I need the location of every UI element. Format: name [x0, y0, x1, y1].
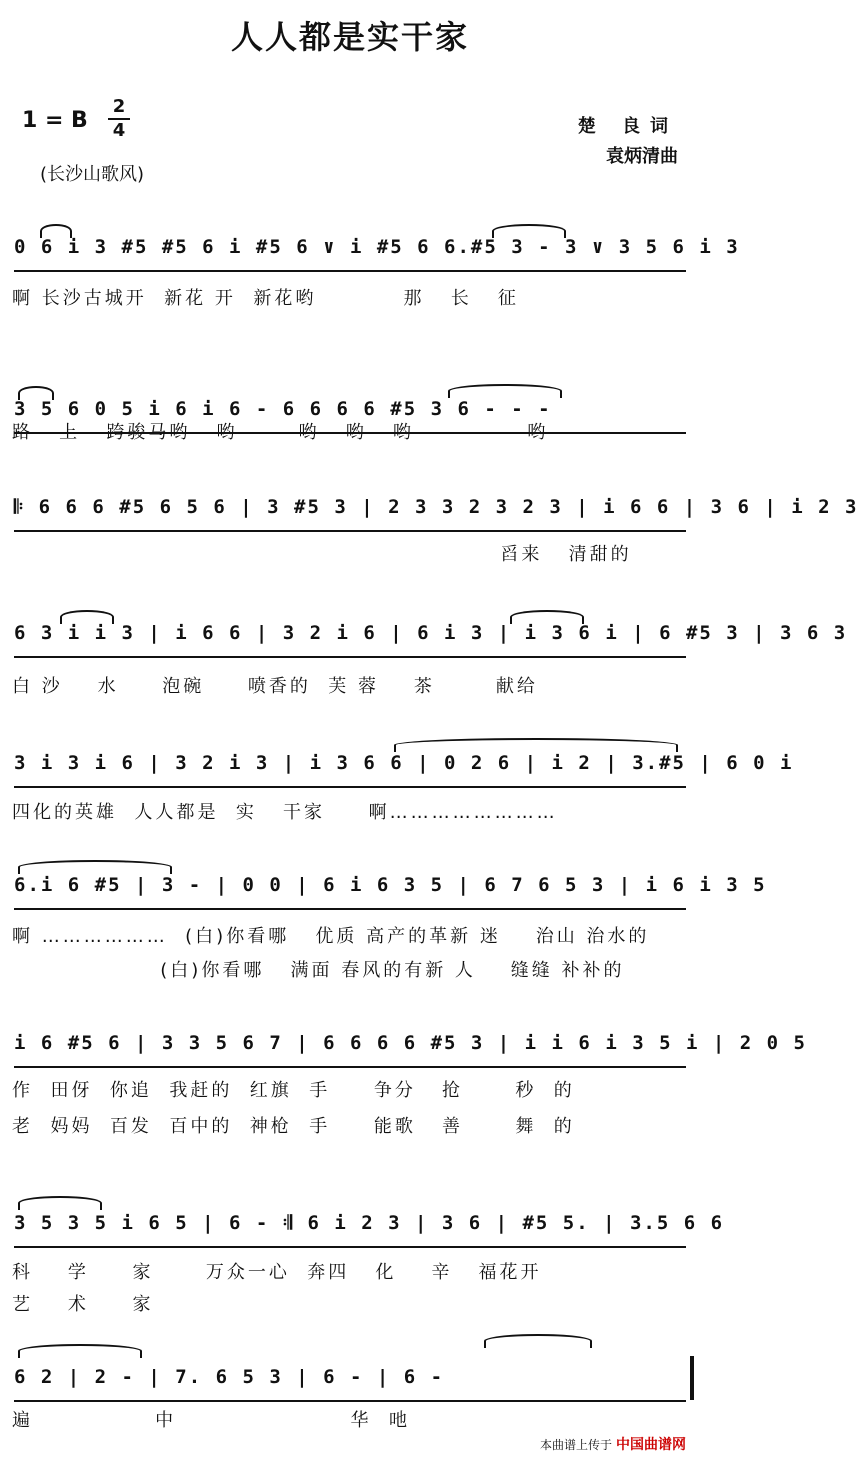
- slur: [18, 386, 54, 400]
- lyricist: 楚 良词: [577, 116, 678, 137]
- lyric-line-1: 啊 长沙古城开 新花 开 新花哟 那 长 征: [12, 288, 519, 309]
- lyric-line-2: 路 上 跨骏马哟 哟 哟 哟 哟 哟: [12, 422, 549, 443]
- lyric-line-7b: 老 妈妈 百发 百中的 神枪 手 能歌 善 舞 的: [12, 1116, 575, 1137]
- notation-line-4: 6 3 i i 3 | i 6 6 | 3 2 i 6 | 6 i 3 | i 3 6 i | 6 #5 3 | 3 6 3: [14, 622, 686, 658]
- lyric-line-5: 四化的英雄 人人都是 实 干家 啊……………………: [12, 802, 558, 823]
- notation-line-2: 3 5 6 0 5 i 6 i 6 - 6 6 6 6 #5 3 6 - - -: [14, 398, 686, 434]
- slur: [60, 610, 114, 624]
- slur: [40, 224, 72, 238]
- key-signature: 1 = B: [22, 108, 88, 133]
- final-barline: [690, 1356, 694, 1400]
- slur: [484, 1334, 592, 1348]
- slur: [18, 1196, 102, 1210]
- lyric-line-7a: 作 田伢 你追 我赶的 红旗 手 争分 抢 秒 的: [12, 1080, 575, 1101]
- notation-line-3: 𝄆 6 6 6 #5 6 5 6 | 3 #5 3 | 2 3 3 2 3 2 3 | i 6 6 | 3 6 | i 2 3: [14, 496, 686, 532]
- slur: [18, 860, 172, 874]
- notation-line-8: 3 5 3 5 i 6 5 | 6 - 𝄇 6 i 2 3 | 3 6 | #5 5. | 3.5 6 6: [14, 1212, 686, 1248]
- notation-line-5: 3 i 3 i 6 | 3 2 i 3 | i 3 6 6 | 0 2 6 | i 2 | 3.#5 | 6 0 i: [14, 752, 686, 788]
- lyric-line-9: 遍 中 华 吔: [12, 1410, 410, 1431]
- footer-text: 本曲谱上传于: [539, 1438, 612, 1452]
- notation-line-9: 6 2 | 2 - | 7. 6 5 3 | 6 - | 6 -: [14, 1366, 686, 1402]
- footer: [540, 1434, 686, 1454]
- lyric-line-3: 舀来 清甜的: [12, 544, 632, 565]
- notation-line-6: 6.i 6 #5 | 3 - | 0 0 | 6 i 6 3 5 | 6 7 6 5 3 | i 6 i 3 5: [14, 874, 686, 910]
- lyric-line-8a: 科 学 家 万众一心 奔四 化 辛 福花开: [12, 1262, 542, 1283]
- lyric-line-4: 白 沙 水 泡碗 喷香的 芙 蓉 茶 献给: [12, 676, 538, 697]
- slur: [18, 1344, 142, 1358]
- slur: [448, 384, 562, 398]
- slur: [394, 738, 678, 752]
- page-title: 人人都是实干家: [230, 18, 469, 56]
- lyric-line-6b: (白)你看哪 满面 春风的有新 人 缝缝 补补的: [12, 960, 625, 981]
- slur: [510, 610, 584, 624]
- time-signature-bottom: 4: [112, 120, 126, 141]
- site-logo: 中国曲谱网: [616, 1437, 686, 1453]
- composer: 袁炳清曲: [606, 146, 678, 167]
- time-signature-top: 2: [108, 96, 130, 120]
- lyric-line-8b: 艺 术 家: [12, 1294, 154, 1315]
- slur: [492, 224, 566, 238]
- notation-line-7: i 6 #5 6 | 3 3 5 6 7 | 6 6 6 6 #5 3 | i i 6 i 3 5 i | 2 0 5: [14, 1032, 686, 1068]
- style-note: (长沙山歌风): [40, 164, 145, 185]
- notation-line-1: 0 6 i 3 #5 #5 6 i #5 6 ∨ i #5 6 6.#5 3 - 3 ∨ 3 5 6 i 3: [14, 236, 686, 272]
- time-signature: [108, 96, 130, 142]
- lyric-line-6a: 啊 ……………… (白)你看哪 优质 高产的革新 迷 治山 治水的: [12, 926, 650, 947]
